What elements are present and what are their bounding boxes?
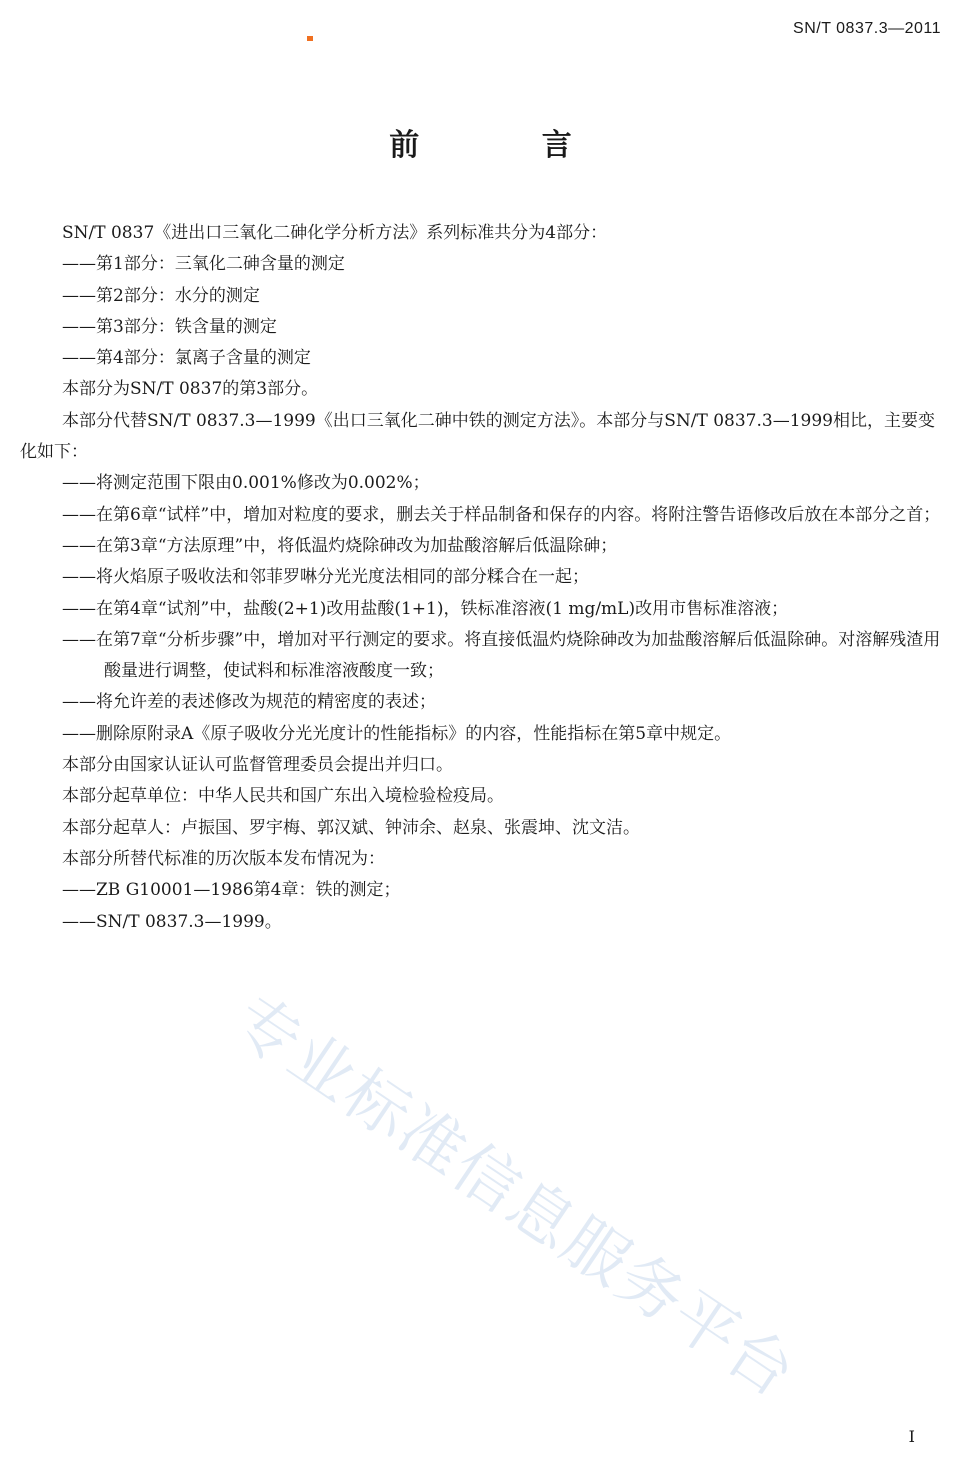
list-item: ——第1部分：三氧化二砷含量的测定 <box>62 254 345 275</box>
list-item: ——将测定范围下限由0.001%修改为0.002%； <box>62 473 430 494</box>
list-item: ——ZB G10001—1986第4章：铁的测定； <box>62 880 401 901</box>
paragraph: 本部分起草单位：中华人民共和国广东出入境检验检疫局。 <box>62 786 504 807</box>
standard-code: SN/T 0837.3—2011 <box>793 20 941 37</box>
paragraph: 本部分为SN/T 0837的第3部分。 <box>62 379 319 400</box>
orange-mark <box>307 36 313 41</box>
body-text <box>20 218 941 938</box>
page-number: I <box>908 1427 915 1446</box>
paragraph: 本部分由国家认证认可监督管理委员会提出并归口。 <box>62 755 453 776</box>
list-item: ——将允许差的表述修改为规范的精密度的表述； <box>62 692 436 713</box>
paragraph: SN/T 0837《进出口三氧化二砷化学分析方法》系列标准共分为4部分： <box>62 223 608 243</box>
list-item: ——第4部分：氯离子含量的测定 <box>62 348 311 369</box>
paragraph: 本部分所替代标准的历次版本发布情况为： <box>62 848 385 869</box>
list-item: ——在第6章“试样”中，增加对粒度的要求，删去关于样品制备和保存的内容。将附注警告语修改后放在本部分之首； <box>62 504 941 525</box>
list-item: ——将火焰原子吸收法和邻菲罗啉分光光度法相同的部分糅合在一起； <box>62 567 589 588</box>
list-item: ——第2部分：水分的测定 <box>62 285 260 306</box>
list-item: ——在第7章“分析步骤”中，增加对平行测定的要求。将直接低温灼烧除砷改为加盐酸溶解后低温除砷。对溶解残渣用酸量进行调整，使试料和标准溶液酸度一致； <box>62 629 941 682</box>
list-item: ——SN/T 0837.3—1999。 <box>62 911 282 932</box>
paragraph: 本部分代替SN/T 0837.3—1999《出口三氧化二砷中铁的测定方法》。本部分与SN/T 0837.3—1999相比，主要变化如下： <box>20 410 935 463</box>
paragraph: 本部分起草人：卢振国、罗宇梅、郭汉斌、钟沛余、赵泉、张震坤、沈文洁。 <box>62 817 640 838</box>
list-item: ——在第4章“试剂”中，盐酸(2+1)改用盐酸(1+1)，铁标准溶液(1 mg/mL)改用市售标准溶液； <box>62 598 789 619</box>
list-item: ——第3部分：铁含量的测定 <box>62 316 277 337</box>
watermark: 专业标准信息服务平台 <box>220 982 809 1413</box>
list-item: ——删除原附录A《原子吸收分光光度计的性能指标》的内容，性能指标在第5章中规定。 <box>62 723 732 744</box>
list-item: ——在第3章“方法原理”中，将低温灼烧除砷改为加盐酸溶解后低温除砷； <box>62 535 618 556</box>
page-title: 前 言 <box>389 128 628 163</box>
